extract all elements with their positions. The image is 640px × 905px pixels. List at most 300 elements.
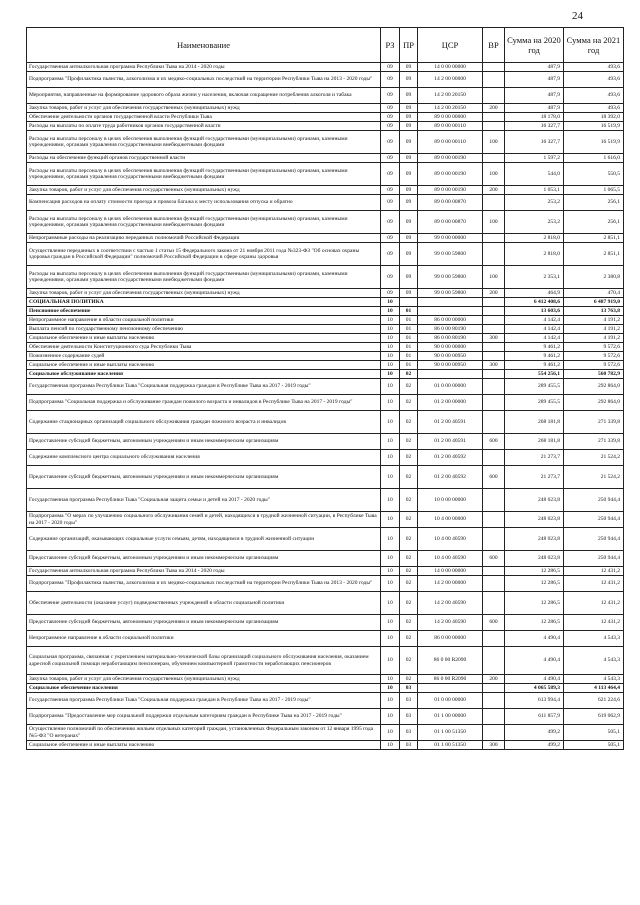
row-sum-2020: 13 603,6	[505, 307, 564, 316]
row-csr	[418, 684, 483, 693]
row-pr: 02	[400, 466, 418, 489]
row-vr	[483, 567, 505, 576]
header-name: Наименование	[27, 28, 381, 63]
row-name: Расходы на выплаты персоналу в целях обеспечения выполнения функций государственными (муниципальными) органами, казенными учреждениями, органами управления государственными внебюджетными фондами	[27, 131, 381, 154]
row-rz: 10	[381, 592, 400, 615]
row-name: Государственная антиалкогольная программа Республики Тыва на 2014 - 2020 годы	[27, 567, 381, 576]
row-sum-2020: 12 286,5	[505, 615, 564, 631]
row-csr: 10 0 00 00000	[418, 489, 483, 512]
row-sum-2021: 292 864,0	[564, 379, 624, 395]
page-number: 24	[572, 10, 583, 22]
row-name: Социальное обеспечение населения	[27, 684, 381, 693]
table-row	[27, 615, 624, 631]
row-sum-2021: 18 392,0	[564, 113, 624, 122]
table-row	[27, 370, 624, 379]
row-vr	[483, 343, 505, 352]
row-pr: 03	[400, 725, 418, 741]
table-row	[27, 466, 624, 489]
row-vr	[483, 72, 505, 88]
table-row	[27, 709, 624, 725]
row-name: Закупка товаров, работ и услуг для обеспечения государственных (муниципальных) нужд	[27, 104, 381, 113]
row-sum-2021: 1 616,0	[564, 154, 624, 163]
table-row	[27, 88, 624, 104]
row-name: Пенсионное обеспечение	[27, 307, 381, 316]
row-sum-2021: 256,1	[564, 211, 624, 234]
table-row	[27, 234, 624, 243]
row-rz: 10	[381, 395, 400, 411]
row-rz: 10	[381, 411, 400, 434]
row-sum-2020: 248 023,8	[505, 489, 564, 512]
header-sum-2020: Сумма на 2020 год	[505, 28, 564, 63]
row-pr: 09	[400, 113, 418, 122]
row-rz: 10	[381, 298, 400, 307]
row-sum-2020: 289 455,5	[505, 395, 564, 411]
row-vr	[483, 325, 505, 334]
row-rz: 10	[381, 434, 400, 450]
table-row	[27, 122, 624, 131]
row-name: Пожизненное содержание судей	[27, 352, 381, 361]
row-rz: 10	[381, 316, 400, 325]
row-rz: 10	[381, 370, 400, 379]
row-rz: 10	[381, 307, 400, 316]
row-sum-2021: 9 572,6	[564, 361, 624, 370]
row-pr: 09	[400, 104, 418, 113]
row-sum-2021: 619 062,9	[564, 709, 624, 725]
row-csr: 01 2 00 00000	[418, 395, 483, 411]
row-vr: 200	[483, 186, 505, 195]
row-rz: 10	[381, 647, 400, 675]
row-sum-2020: 4 142,4	[505, 316, 564, 325]
row-rz: 10	[381, 512, 400, 528]
row-pr: 01	[400, 343, 418, 352]
row-csr: 86 0 00 80190	[418, 325, 483, 334]
header-pr: ПР	[400, 28, 418, 63]
row-rz: 09	[381, 186, 400, 195]
row-csr: 01 1 00 00000	[418, 709, 483, 725]
row-pr: 01	[400, 325, 418, 334]
row-csr	[418, 298, 483, 307]
table-row	[27, 352, 624, 361]
table-row	[27, 113, 624, 122]
row-pr: 01	[400, 316, 418, 325]
row-sum-2021: 16 519,9	[564, 131, 624, 154]
row-name: Содержание комплексного центра социального обслуживания населения	[27, 450, 381, 466]
row-csr: 01 2 00 40592	[418, 450, 483, 466]
row-csr: 14 2 00 40590	[418, 592, 483, 615]
row-csr: 14 0 00 00000	[418, 567, 483, 576]
row-pr: 09	[400, 63, 418, 72]
row-vr: 100	[483, 266, 505, 289]
row-sum-2021: 250 944,4	[564, 512, 624, 528]
row-rz: 09	[381, 234, 400, 243]
row-rz: 10	[381, 528, 400, 551]
table-row	[27, 289, 624, 298]
row-csr: 01 1 00 51350	[418, 725, 483, 741]
row-vr: 600	[483, 615, 505, 631]
row-name: Мероприятия, направленные на формирование здорового образа жизни у населения, включая сокращение потребления алкоголя и табака	[27, 88, 381, 104]
row-csr: 01 2 00 40592	[418, 466, 483, 489]
row-sum-2021: 493,6	[564, 63, 624, 72]
table-row	[27, 592, 624, 615]
table-row	[27, 343, 624, 352]
row-vr: 600	[483, 551, 505, 567]
row-rz: 09	[381, 289, 400, 298]
table-row	[27, 72, 624, 88]
row-name: Социальное обеспечение и иные выплаты населению	[27, 334, 381, 343]
row-vr	[483, 113, 505, 122]
row-vr	[483, 576, 505, 592]
row-vr	[483, 411, 505, 434]
row-rz: 09	[381, 88, 400, 104]
row-sum-2020: 554 256,1	[505, 370, 564, 379]
row-sum-2021: 4 543,3	[564, 647, 624, 675]
row-sum-2020: 4 490,4	[505, 647, 564, 675]
row-name: Закупка товаров, работ и услуг для обеспечения государственных (муниципальных) нужд	[27, 289, 381, 298]
row-rz: 10	[381, 631, 400, 647]
row-sum-2021: 2 851,1	[564, 234, 624, 243]
row-rz: 10	[381, 361, 400, 370]
row-csr: 90 0 00 00000	[418, 343, 483, 352]
row-sum-2020: 464,9	[505, 289, 564, 298]
row-vr	[483, 243, 505, 266]
table-row	[27, 334, 624, 343]
row-sum-2020: 248 023,8	[505, 512, 564, 528]
table-row	[27, 576, 624, 592]
row-sum-2020: 4 065 589,3	[505, 684, 564, 693]
table-row	[27, 675, 624, 684]
row-name: Закупка товаров, работ и услуг для обеспечения государственных (муниципальных) нужд	[27, 675, 381, 684]
row-csr: 01 2 00 40591	[418, 434, 483, 450]
row-sum-2020: 544,0	[505, 163, 564, 186]
row-pr: 02	[400, 647, 418, 675]
table-row	[27, 647, 624, 675]
row-rz: 10	[381, 684, 400, 693]
row-name: Государственная программа Республики Тыва "Социальная поддержка граждан в Республике Тыва на 2017 - 2019 годы"	[27, 693, 381, 709]
row-sum-2020: 248 023,8	[505, 528, 564, 551]
table-row	[27, 395, 624, 411]
row-csr: 14 2 00 00000	[418, 72, 483, 88]
row-name: Непрограммное направление в области социальной политики	[27, 316, 381, 325]
row-sum-2020: 9 461,2	[505, 361, 564, 370]
row-sum-2021: 9 572,6	[564, 352, 624, 361]
row-pr	[400, 298, 418, 307]
row-sum-2020: 1 597,2	[505, 154, 564, 163]
row-name: Расходы на выплаты персоналу в целях обеспечения выполнения функций государственными (муниципальными) органами, казенными учреждениями, органами управления государственными внебюджетными фондами	[27, 163, 381, 186]
row-sum-2021: 4 113 464,4	[564, 684, 624, 693]
row-sum-2020: 4 490,4	[505, 631, 564, 647]
row-csr: 86 0 00 00000	[418, 631, 483, 647]
row-sum-2021: 271 339,8	[564, 434, 624, 450]
row-pr: 02	[400, 675, 418, 684]
row-vr: 200	[483, 675, 505, 684]
table-row	[27, 725, 624, 741]
row-rz: 10	[381, 725, 400, 741]
row-sum-2020: 9 461,2	[505, 343, 564, 352]
row-rz: 09	[381, 163, 400, 186]
row-rz: 10	[381, 466, 400, 489]
row-name: Расходы на выплаты персоналу в целях обеспечения выполнения функций государственными (муниципальными) органами, казенными учреждениями, органами управления государственными внебюджетными фондами	[27, 211, 381, 234]
row-sum-2020: 12 286,5	[505, 576, 564, 592]
row-name: Подпрограмма "Профилактика пьянства, алкоголизма и их медико-социальных последствий на территории Республики Тыва на 2013 - 2020 годы"	[27, 576, 381, 592]
row-csr: 14 2 00 40590	[418, 615, 483, 631]
row-vr	[483, 528, 505, 551]
row-sum-2021: 250 944,4	[564, 489, 624, 512]
row-pr: 09	[400, 72, 418, 88]
row-pr: 03	[400, 693, 418, 709]
table-row	[27, 307, 624, 316]
row-pr: 02	[400, 615, 418, 631]
row-vr	[483, 684, 505, 693]
row-sum-2021: 493,6	[564, 104, 624, 113]
row-pr: 09	[400, 163, 418, 186]
row-sum-2021: 2 851,1	[564, 243, 624, 266]
row-csr: 89 0 00 00870	[418, 195, 483, 211]
table-row	[27, 551, 624, 567]
row-pr: 09	[400, 243, 418, 266]
row-sum-2021: 2 380,8	[564, 266, 624, 289]
row-sum-2021: 6 487 919,0	[564, 298, 624, 307]
row-rz: 09	[381, 113, 400, 122]
row-sum-2020: 6 412 408,6	[505, 298, 564, 307]
table-row	[27, 379, 624, 395]
row-name: Подпрограмма "Предоставление мер социальной поддержки отдельным категориям граждан в Республике Тыва на 2017 - 2019 годы"	[27, 709, 381, 725]
row-sum-2020: 2 353,1	[505, 266, 564, 289]
table-row	[27, 693, 624, 709]
row-pr: 02	[400, 395, 418, 411]
table-row	[27, 567, 624, 576]
table-row	[27, 104, 624, 113]
row-pr: 09	[400, 211, 418, 234]
row-sum-2020: 4 490,4	[505, 675, 564, 684]
row-pr: 01	[400, 361, 418, 370]
row-sum-2020: 4 142,4	[505, 334, 564, 343]
row-sum-2021: 4 191,2	[564, 334, 624, 343]
table-row	[27, 316, 624, 325]
row-name: Закупка товаров, работ и услуг для обеспечения государственных (муниципальных) нужд	[27, 186, 381, 195]
row-name: Компенсация расходов на оплату стоимости проезда и провоза багажа к месту использования отпуска и обратно	[27, 195, 381, 211]
row-vr	[483, 592, 505, 615]
row-name: Непрограммные расходы на реализацию переданных полномочий Российской Федерации	[27, 234, 381, 243]
row-pr: 02	[400, 576, 418, 592]
row-csr: 14 2 00 20150	[418, 104, 483, 113]
row-name: Выплата пенсий по государственному пенсионному обеспечению	[27, 325, 381, 334]
row-name: Расходы на выплаты персоналу в целях обеспечения выполнения функций государственными (муниципальными) органами, казенными учреждениями, органами управления государственными внебюджетными фондами	[27, 266, 381, 289]
row-pr: 02	[400, 512, 418, 528]
row-rz: 10	[381, 489, 400, 512]
row-name: Осуществление переданных в соответствии с частью 1 статьи 15 Федерального закона от 21 ноября 2011 года №323-ФЗ "Об основах охраны здоровья граждан в Российской Федерации" полномочий Российской Федерации в сфере охраны здоровья	[27, 243, 381, 266]
row-vr: 200	[483, 104, 505, 113]
row-sum-2021: 470,4	[564, 289, 624, 298]
row-rz: 10	[381, 551, 400, 567]
row-name: Предоставление субсидий бюджетным, автономным учреждениям и иным некоммерческим организациям	[27, 466, 381, 489]
row-csr: 99 0 00 59800	[418, 289, 483, 298]
table-row	[27, 243, 624, 266]
row-pr: 09	[400, 88, 418, 104]
row-csr: 99 0 00 59800	[418, 266, 483, 289]
row-vr	[483, 450, 505, 466]
row-name: Подпрограмма "Социальная поддержка и обслуживание граждан пожилого возраста и инвалидов в Республике Тыва на 2017 - 2019 годы"	[27, 395, 381, 411]
table-row	[27, 411, 624, 434]
row-csr: 86 0 00 R2090	[418, 675, 483, 684]
row-vr: 300	[483, 334, 505, 343]
row-rz: 10	[381, 343, 400, 352]
row-sum-2020: 487,9	[505, 63, 564, 72]
header-csr: ЦСР	[418, 28, 483, 63]
row-rz: 10	[381, 741, 400, 750]
row-pr: 03	[400, 709, 418, 725]
table-row	[27, 631, 624, 647]
row-csr: 14 2 00 00000	[418, 576, 483, 592]
table-row	[27, 489, 624, 512]
row-name: Подпрограмма "О мерах по улучшению социального обслуживания семей и детей, находящихся в трудной жизненной ситуации, в Республике Тыва на 2017 - 2020 годы"	[27, 512, 381, 528]
row-csr: 14 0 00 00000	[418, 63, 483, 72]
row-sum-2021: 4 543,3	[564, 675, 624, 684]
row-pr: 09	[400, 266, 418, 289]
table-row	[27, 186, 624, 195]
row-sum-2020: 248 023,8	[505, 551, 564, 567]
row-csr: 89 0 00 00190	[418, 154, 483, 163]
row-rz: 10	[381, 675, 400, 684]
row-sum-2021: 560 782,9	[564, 370, 624, 379]
row-name: Предоставление субсидий бюджетным, автономным учреждениям и иным некоммерческим организациям	[27, 434, 381, 450]
row-vr	[483, 489, 505, 512]
row-csr: 14 2 00 20150	[418, 88, 483, 104]
row-csr: 86 0 00 80190	[418, 334, 483, 343]
row-sum-2021: 12 431,2	[564, 592, 624, 615]
row-rz: 10	[381, 567, 400, 576]
row-name: Содержание организаций, оказывающих социальные услуги семьям, детям, находящимся в трудной жизненной ситуации	[27, 528, 381, 551]
row-pr: 01	[400, 352, 418, 361]
row-sum-2020: 289 455,5	[505, 379, 564, 395]
row-sum-2020: 21 273,7	[505, 450, 564, 466]
row-sum-2021: 550,5	[564, 163, 624, 186]
row-sum-2020: 611 857,9	[505, 709, 564, 725]
row-pr: 02	[400, 592, 418, 615]
row-csr: 01 0 00 00000	[418, 379, 483, 395]
table-row	[27, 361, 624, 370]
row-pr: 02	[400, 551, 418, 567]
row-vr	[483, 352, 505, 361]
row-sum-2020: 12 286,5	[505, 592, 564, 615]
row-csr: 89 0 00 00000	[418, 113, 483, 122]
row-vr	[483, 298, 505, 307]
row-sum-2020: 253,2	[505, 211, 564, 234]
row-pr: 02	[400, 379, 418, 395]
row-pr: 02	[400, 370, 418, 379]
table-row	[27, 131, 624, 154]
row-rz: 10	[381, 450, 400, 466]
row-csr: 01 2 00 40591	[418, 411, 483, 434]
row-name: Социальное обслуживание населения	[27, 370, 381, 379]
row-sum-2020: 268 181,8	[505, 434, 564, 450]
row-vr	[483, 234, 505, 243]
row-pr: 03	[400, 684, 418, 693]
row-rz: 10	[381, 352, 400, 361]
row-sum-2021: 250 944,4	[564, 528, 624, 551]
header-vr: ВР	[483, 28, 505, 63]
row-sum-2021: 9 572,6	[564, 343, 624, 352]
row-csr: 89 0 00 00870	[418, 211, 483, 234]
header-row	[27, 28, 624, 63]
row-pr: 02	[400, 631, 418, 647]
table-row	[27, 325, 624, 334]
row-pr: 01	[400, 334, 418, 343]
row-sum-2020: 1 053,1	[505, 186, 564, 195]
row-csr: 86 0 00 00000	[418, 316, 483, 325]
row-name: СОЦИАЛЬНАЯ ПОЛИТИКА	[27, 298, 381, 307]
table-row	[27, 298, 624, 307]
row-name: Социальное обеспечение и иные выплаты населению	[27, 741, 381, 750]
row-vr	[483, 316, 505, 325]
row-csr	[418, 307, 483, 316]
row-pr: 02	[400, 489, 418, 512]
row-sum-2021: 16 519,9	[564, 122, 624, 131]
row-sum-2021: 271 339,8	[564, 411, 624, 434]
row-sum-2021: 21 524,2	[564, 450, 624, 466]
row-csr: 99 0 00 59800	[418, 243, 483, 266]
row-rz: 09	[381, 243, 400, 266]
row-sum-2020: 21 273,7	[505, 466, 564, 489]
table-row	[27, 684, 624, 693]
row-sum-2021: 12 431,2	[564, 615, 624, 631]
row-vr	[483, 195, 505, 211]
row-vr: 600	[483, 434, 505, 450]
row-name: Государственная программа Республики Тыва "Социальная защита семьи и детей на 2017 - 2020 годы"	[27, 489, 381, 512]
row-sum-2020: 4 142,4	[505, 325, 564, 334]
row-name: Социальное обеспечение и иные выплаты населению	[27, 361, 381, 370]
row-name: Государственная программа Республики Тыва "Социальная поддержка граждан в Республике Тыва на 2017 - 2019 годы"	[27, 379, 381, 395]
row-vr: 100	[483, 163, 505, 186]
row-pr: 09	[400, 195, 418, 211]
row-vr	[483, 395, 505, 411]
row-name: Непрограммное направление в области социальной политики	[27, 631, 381, 647]
row-csr: 89 0 00 00110	[418, 122, 483, 131]
row-sum-2021: 505,1	[564, 725, 624, 741]
table-row	[27, 211, 624, 234]
row-csr: 89 0 00 00190	[418, 186, 483, 195]
table-row	[27, 450, 624, 466]
row-pr: 02	[400, 528, 418, 551]
row-sum-2021: 21 524,2	[564, 466, 624, 489]
row-sum-2020: 268 181,8	[505, 411, 564, 434]
row-rz: 09	[381, 195, 400, 211]
row-vr: 100	[483, 211, 505, 234]
row-name: Расходы на обеспечение функций органов государственной власти	[27, 154, 381, 163]
row-sum-2020: 9 461,2	[505, 352, 564, 361]
row-pr: 02	[400, 567, 418, 576]
budget-table	[26, 27, 624, 750]
table-row	[27, 434, 624, 450]
row-rz: 10	[381, 325, 400, 334]
row-sum-2020: 16 327,7	[505, 122, 564, 131]
row-rz: 10	[381, 709, 400, 725]
row-sum-2021: 4 191,2	[564, 316, 624, 325]
row-name: Обеспечение деятельности (оказание услуг) подведомственных учреждений в области социальной политики	[27, 592, 381, 615]
row-vr	[483, 154, 505, 163]
row-rz: 10	[381, 379, 400, 395]
row-sum-2020: 487,9	[505, 88, 564, 104]
row-vr	[483, 631, 505, 647]
row-csr: 01 1 00 51350	[418, 741, 483, 750]
row-sum-2020: 12 286,5	[505, 567, 564, 576]
table-row	[27, 512, 624, 528]
row-csr: 86 0 00 R2090	[418, 647, 483, 675]
row-sum-2020: 613 994,4	[505, 693, 564, 709]
row-csr	[418, 370, 483, 379]
row-csr: 89 0 00 00110	[418, 131, 483, 154]
row-csr: 10 4 00 40590	[418, 528, 483, 551]
row-sum-2021: 12 431,2	[564, 567, 624, 576]
